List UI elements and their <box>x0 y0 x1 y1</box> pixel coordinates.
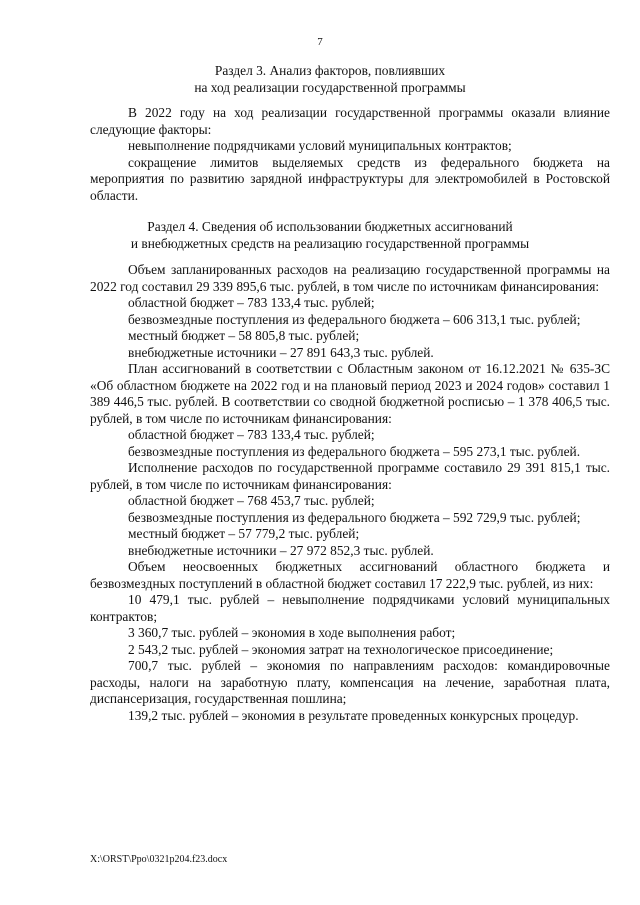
section-4-body <box>90 262 610 724</box>
section-3-title-line-2: на ход реализации государственной программы <box>194 80 466 95</box>
section-4-title-line-2: и внебюджетных средств на реализацию государственной программы <box>130 236 530 251</box>
paragraph: Объем неосвоенных бюджетных ассигнований областного бюджета и безвозмездных поступлений в областной бюджет составил 17 222,9 тыс. рублей, из них: <box>90 559 610 591</box>
section-4-title-line-1: Раздел 4. Сведения об использовании бюджетных ассигнований <box>147 219 513 234</box>
paragraph: План ассигнований в соответствии с Областным законом от 16.12.2021 № 635-ЗС «Об областном бюджете на 2022 год и на плановый период 2023 и 2024 годов» составил 1 389 446,5 тыс. рублей. В соответствии со сводной бюджетной росписью – 1 378 406,5 тыс. рублей, в том числе по источникам финансирования: <box>90 361 610 426</box>
list-item: областной бюджет – 783 133,4 тыс. рублей; <box>128 295 375 310</box>
list-item: безвозмездные поступления из федерального бюджета – 592 729,9 тыс. рублей; <box>128 509 581 525</box>
paragraph: невыполнение подрядчиками условий муниципальных контрактов; <box>128 138 512 153</box>
paragraph: Исполнение расходов по государственной программе составило 29 391 815,1 тыс. рублей, в том числе по источникам финансирования: <box>90 460 610 492</box>
list-item: 700,7 тыс. рублей – экономия по направлениям расходов: командировочные расходы, налоги на заработную плату, компенсация на лечение, заработная плата, диспансеризация, государственная пошлина; <box>90 658 610 706</box>
list-item: внебюджетные источники – 27 972 852,3 тыс. рублей. <box>128 542 434 558</box>
section-3-heading <box>0 62 640 96</box>
list-item: безвозмездные поступления из федерального бюджета – 606 313,1 тыс. рублей; <box>128 311 581 327</box>
page-number: 7 <box>317 36 323 48</box>
list-item: 10 479,1 тыс. рублей – невыполнение подрядчиками условий муниципальных контрактов; <box>90 592 610 624</box>
list-item: 139,2 тыс. рублей – экономия в результате проведенных конкурсных процедур. <box>128 707 579 723</box>
list-item: областной бюджет – 768 453,7 тыс. рублей; <box>128 493 375 508</box>
list-item: внебюджетные источники – 27 891 643,3 тыс. рублей. <box>128 344 434 360</box>
list-item: местный бюджет – 57 779,2 тыс. рублей; <box>128 526 360 541</box>
paragraph: сокращение лимитов выделяемых средств из федерального бюджета на мероприятия по развитию зарядной инфраструктуры для электромобилей в Ростовской области. <box>90 154 610 203</box>
list-item: безвозмездные поступления из федерального бюджета – 595 273,1 тыс. рублей. <box>128 443 581 459</box>
paragraph: В 2022 году на ход реализации государственной программы оказали влияние следующие факторы: <box>90 105 610 137</box>
list-item: местный бюджет – 58 805,8 тыс. рублей; <box>128 328 360 343</box>
paragraph: Объем запланированных расходов на реализацию государственной программы на 2022 год составил 29 339 895,6 тыс. рублей, в том числе по источникам финансирования: <box>90 262 610 294</box>
list-item: областной бюджет – 783 133,4 тыс. рублей; <box>128 427 375 442</box>
file-path-footer: X:\ORST\Ppo\0321p204.f23.docx <box>90 854 228 865</box>
section-3-body <box>90 105 610 204</box>
section-3-title-line-1: Раздел 3. Анализ факторов, повлиявших <box>214 63 446 78</box>
list-item: 3 360,7 тыс. рублей – экономия в ходе выполнения работ; <box>128 625 456 640</box>
section-4-heading <box>0 218 640 252</box>
list-item: 2 543,2 тыс. рублей – экономия затрат на технологическое присоединение; <box>128 641 554 657</box>
